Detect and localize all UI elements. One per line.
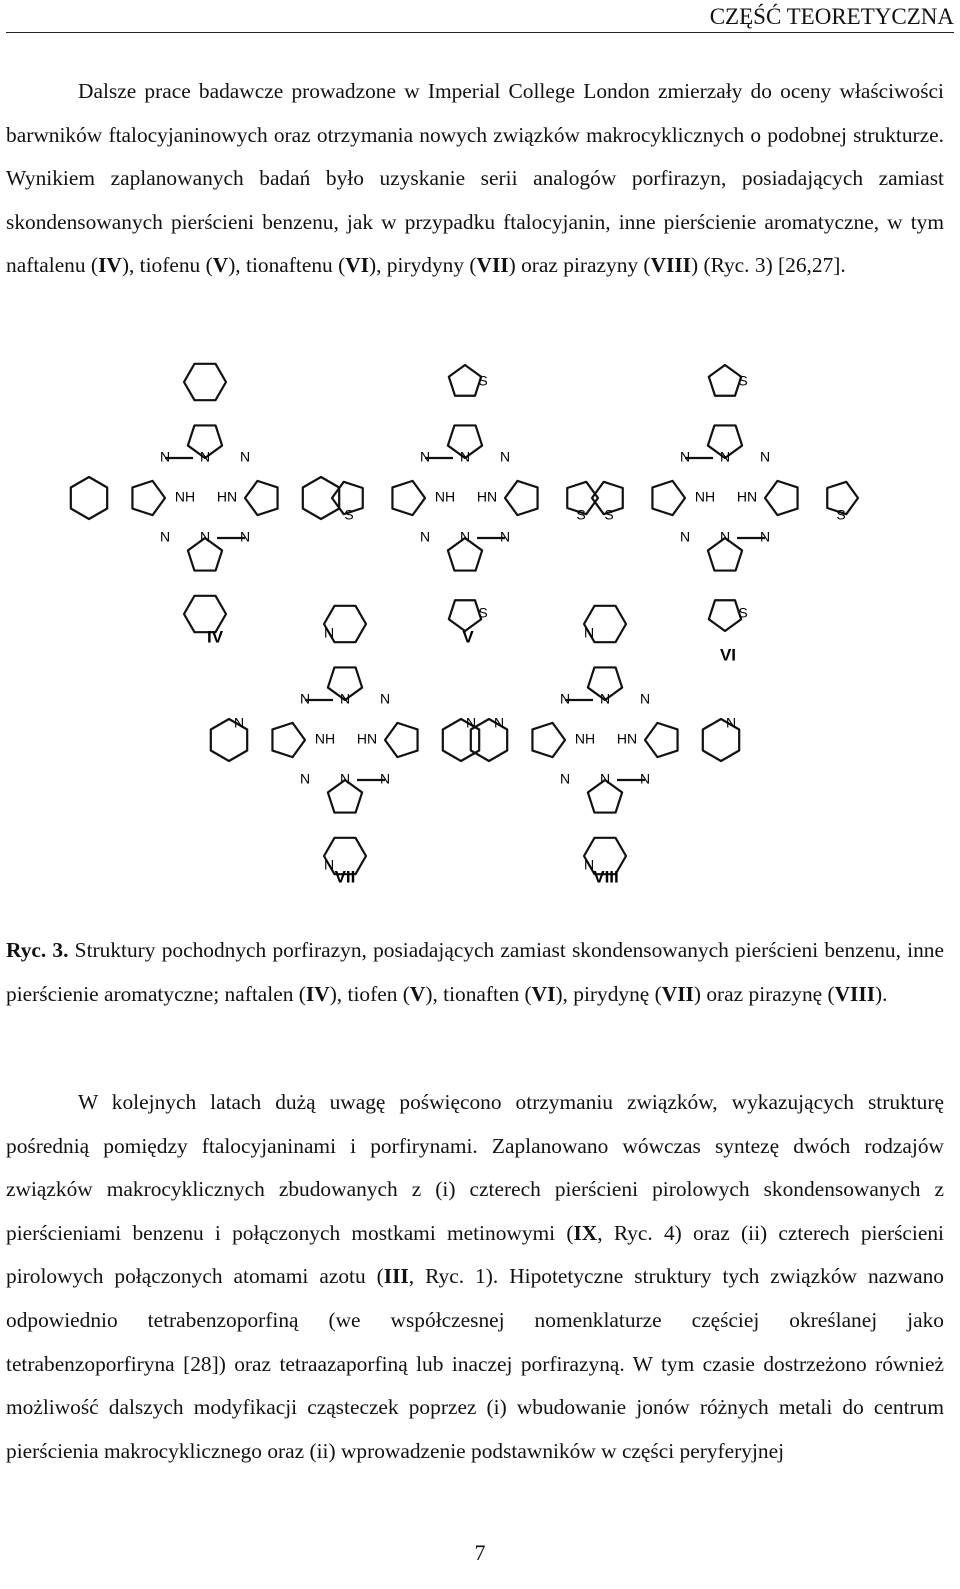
iv-bridge-n-label: N (159, 448, 171, 465)
vii-atom-label: N (233, 714, 245, 731)
v-nh-label: NH (434, 488, 456, 505)
vi-meso-n-label: N (719, 448, 731, 465)
iv-pyrrole-ring (245, 481, 278, 515)
vii-pyrrole-ring (272, 723, 305, 757)
vii-meso-n-label: N (339, 690, 351, 707)
p2-text-2: , Ryc. 4) oraz (ii) czterech pierścieni pirolowych połączonych atomami azotu ( (6, 1220, 944, 1289)
label-viii: VIII (593, 867, 619, 887)
viii-bridge-n-label: N (639, 690, 651, 707)
p1-ref-viii: VIII (650, 253, 691, 278)
paragraph-2 (6, 1081, 944, 1473)
v-pyrrole-ring (505, 481, 538, 515)
caption-ref-viii: VIII (834, 981, 876, 1006)
vi-atom-label: S (738, 372, 748, 389)
v-bridge-n-label: N (499, 448, 511, 465)
iv-fused-ring (184, 364, 226, 400)
caption-label: Ryc. 3. (6, 938, 69, 962)
vii-bridge-n-label: N (299, 690, 311, 707)
p2-text-3: , Ryc. 1). Hipotetyczne struktury tych związków nazwano odpowiednio tetrabenzoporfiną (we współczesnej nomenklaturze częściej określanej jako tetrabenzoporfiryna [28]) oraz tetraazaporfiną lub inaczej porfirazyną. W tym czasie dostrzeżono również możliwość dalszych modyfikacji cząsteczek poprzez (i) wbudowanie jonów różnych metali do centrum pierścienia makrocyklicznego oraz (ii) wprowadzenie podstawników w części peryferyjnej (6, 1264, 944, 1463)
caption-text-3: ), tionaften ( (425, 981, 532, 1006)
p1-text-4: ), pirydyny ( (368, 253, 477, 278)
p1-ref-vi: VI (345, 253, 369, 278)
vi-atom-label: S (836, 506, 846, 523)
iv-meso-n-label: N (199, 448, 211, 465)
p2-ref-iii: III (383, 1264, 409, 1289)
vii-meso-n-label: N (339, 770, 351, 787)
paragraph-1 (6, 70, 944, 288)
caption-text-6: ). (875, 981, 888, 1006)
viii-meso-n-label: N (599, 690, 611, 707)
figure-caption (6, 929, 944, 1016)
v-thiophene-ring (449, 365, 481, 396)
vii-atom-label: N (465, 714, 477, 731)
caption-ref-v: V (409, 981, 426, 1006)
caption-ref-iv: IV (305, 981, 330, 1006)
v-pyrrole-ring (392, 481, 425, 515)
iv-fused-ring (303, 477, 339, 519)
iv-meso-n-label: N (199, 528, 211, 545)
v-bridge-n-label: N (499, 528, 511, 545)
v-atom-label: S (478, 604, 488, 621)
caption-ref-vii: VII (661, 981, 694, 1006)
v-thiophene-ring (449, 600, 481, 631)
page-number: 7 (474, 1540, 486, 1565)
label-v: V (462, 627, 474, 647)
iv-bridge-n-label: N (239, 528, 251, 545)
vi-bridge-n-label: N (679, 448, 691, 465)
p1-text-3: ), tionaftenu ( (228, 253, 346, 278)
viii-pyrrole-ring (645, 723, 678, 757)
vi-bridge-n-label: N (759, 448, 771, 465)
p1-text-2: ), tiofenu ( (121, 253, 213, 278)
p1-ref-v: V (212, 253, 229, 278)
label-vi: VI (719, 645, 737, 665)
viii-bridge-n-label: N (639, 770, 651, 787)
viii-meso-n-label: N (599, 770, 611, 787)
vi-hn-label: HN (736, 488, 758, 505)
label-vii: VII (334, 867, 356, 887)
viii-bridge-n-label: N (559, 770, 571, 787)
vii-nh-label: NH (314, 730, 336, 747)
p1-text-5: ) oraz pirazyny ( (508, 253, 651, 278)
v-meso-n-label: N (459, 528, 471, 545)
viii-pyrrole-ring (532, 723, 565, 757)
caption-text-2: ), tiofen ( (329, 981, 410, 1006)
viii-nh-label: NH (574, 730, 596, 747)
v-bridge-n-label: N (419, 448, 431, 465)
iv-fused-ring (71, 477, 107, 519)
vi-atom-label: S (738, 604, 748, 621)
label-iv: IV (206, 627, 224, 647)
vii-atom-label: N (323, 856, 335, 873)
viii-bridge-n-label: N (559, 690, 571, 707)
vi-pyrrole-ring (765, 481, 798, 515)
vi-meso-n-label: N (719, 528, 731, 545)
iv-bridge-n-label: N (159, 528, 171, 545)
v-atom-label: S (576, 506, 586, 523)
vi-nh-label: NH (694, 488, 716, 505)
running-header (6, 0, 954, 33)
vii-atom-label: N (323, 624, 335, 641)
viii-hn-label: HN (616, 730, 638, 747)
header-title: CZĘŚĆ TEORETYCZNA (709, 4, 954, 29)
vii-bridge-n-label: N (379, 770, 391, 787)
viii-atom-label: N (725, 714, 737, 731)
caption-ref-vi: VI (531, 981, 556, 1006)
caption-text-4: ), pirydynę ( (555, 981, 662, 1006)
v-atom-label: S (478, 372, 488, 389)
vii-pyrrole-ring (385, 723, 418, 757)
vi-bridge-n-label: N (679, 528, 691, 545)
v-bridge-n-label: N (419, 528, 431, 545)
viii-atom-label: N (583, 856, 595, 873)
iv-hn-label: HN (216, 488, 238, 505)
p1-ref-vii: VII (476, 253, 509, 278)
p2-text-1: W kolejnych latach dużą uwagę poświęcono otrzymaniu związków, wykazujących strukturę pośrednią pomiędzy ftalocyjaninami i porfirynami. Zaplanowano wówczas syntezę dwóch rodzajów związków makrocyklicznych zbudowanych z (i) czterech pierścieni pirolowych skondensowanych z pierścieniami benzenu i połączonych mostkami metinowymi ( (6, 1090, 944, 1245)
p2-ref-ix: IX (573, 1220, 598, 1245)
porphyrazine-structures-figure (0, 360, 960, 905)
iv-bridge-n-label: N (239, 448, 251, 465)
vii-bridge-n-label: N (379, 690, 391, 707)
p1-text-1: Dalsze prace badawcze prowadzone w Imperial College London zmierzały do oceny właściwości barwników ftalocyjaninowych oraz otrzymania nowych związków makrocyklicznych o podobnej strukturze. Wynikiem zaplanowanych badań było uzyskanie serii analogów porfirazyn, posiadających zamiast skondensowanych pierścieni benzenu, jak w przypadku ftalocyjanin, inne pierścienie aromatyczne, w tym naftalenu ( (6, 79, 944, 278)
iv-pyrrole-ring (132, 481, 165, 515)
vi-atom-label: S (604, 506, 614, 523)
caption-text-5: ) oraz pirazynę ( (693, 981, 835, 1006)
vi-pyrrole-ring (652, 481, 685, 515)
v-hn-label: HN (476, 488, 498, 505)
vii-bridge-n-label: N (299, 770, 311, 787)
iv-nh-label: NH (174, 488, 196, 505)
v-atom-label: S (344, 506, 354, 523)
p1-text-6: ) (Ryc. 3) [26,27]. (690, 253, 846, 278)
vi-thiophene-ring (709, 365, 741, 396)
caption-text-1: Struktury pochodnych porfirazyn, posiadających zamiast skondensowanych pierścieni benzenu, inne pierścienie aromatyczne; naftalen ( (6, 938, 944, 1006)
vi-thiophene-ring (709, 600, 741, 631)
v-meso-n-label: N (459, 448, 471, 465)
p1-ref-iv: IV (98, 253, 122, 278)
viii-atom-label: N (493, 714, 505, 731)
vi-bridge-n-label: N (759, 528, 771, 545)
vii-hn-label: HN (356, 730, 378, 747)
viii-atom-label: N (583, 624, 595, 641)
